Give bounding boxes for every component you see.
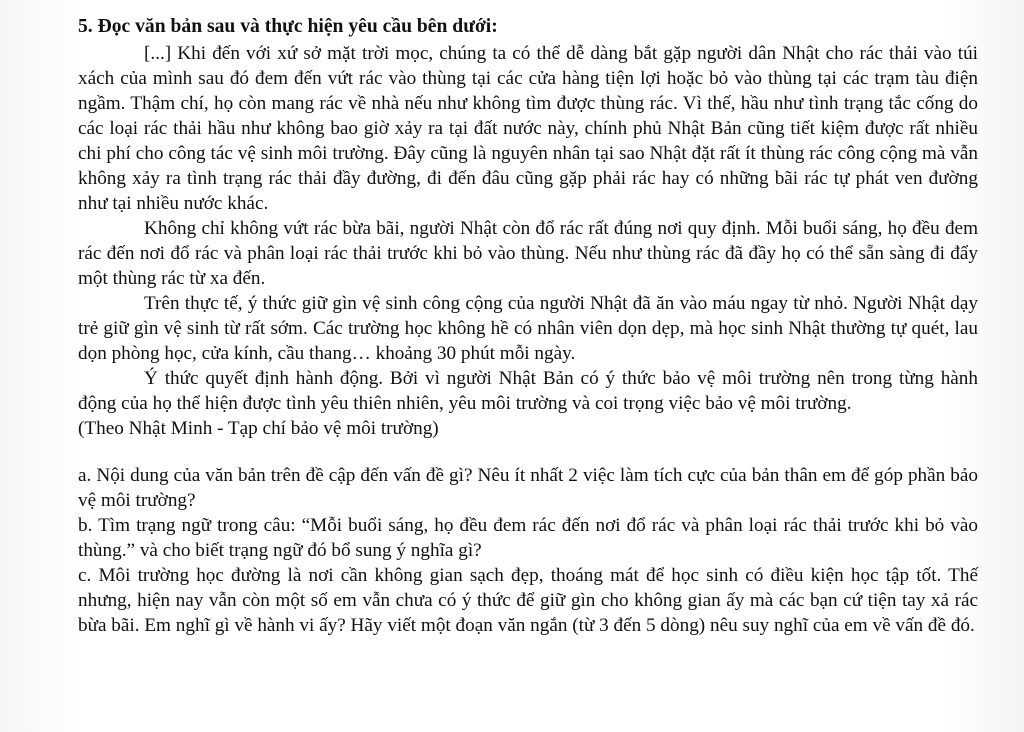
question-c: c. Môi trường học đường là nơi cần không gian sạch đẹp, thoáng mát để học sinh có điều kiện học tập tốt. Thế nhưng, hiện nay vẫn còn một số em vẫn chưa có ý thức để giữ gìn cho không gian ấy mà các bạn cứ tiện tay xả rác bừa bãi. Em nghĩ gì về hành vi ấy? Hãy viết một đoạn văn ngắn (từ 3 đến 5 dòng) nêu suy nghĩ của em về vấn đề đó. (78, 565, 978, 636)
exercise-sheet (78, 14, 978, 638)
passage-paragraph-1: [...] Khi đến với xứ sở mặt trời mọc, chúng ta có thể dễ dàng bắt gặp người dân Nhật cho rác thải vào túi xách của mình sau đó đem đến vứt rác vào thùng tại các cửa hàng tiện lợi hoặc bỏ vào thùng tại các trạm tàu điện ngầm. Thậm chí, họ còn mang rác về nhà nếu như không tìm được thùng rác. Vì thế, hầu như tình trạng tắc cống do các loại rác thải hầu như không bao giờ xảy ra tại đất nước này, chính phủ Nhật Bản cũng tiết kiệm được rất nhiều chi phí cho công tác vệ sinh môi trường. Đây cũng là nguyên nhân tại sao Nhật đặt rất ít thùng rác công cộng mà vẫn không xảy ra tình trạng rác thải đầy đường, đi đến đâu cũng gặp phải rác hay có những bãi rác tự phát ven đường như tại nhiều nước khác. (78, 43, 978, 214)
question-b: b. Tìm trạng ngữ trong câu: “Mỗi buổi sáng, họ đều đem rác đến nơi đổ rác và phân loại rác thải trước khi bỏ vào thùng.” và cho biết trạng ngữ đó bổ sung ý nghĩa gì? (78, 515, 978, 561)
exercise-heading: 5. Đọc văn bản sau và thực hiện yêu cầu bên dưới: (78, 16, 498, 37)
passage-paragraph-3: Trên thực tế, ý thức giữ gìn vệ sinh công cộng của người Nhật đã ăn vào máu ngay từ nhỏ. Người Nhật dạy trẻ giữ gìn vệ sinh từ rất sớm. Các trường học không hề có nhân viên dọn dẹp, mà học sinh Nhật thường tự quét, lau dọn phòng học, cửa kính, cầu thang… khoảng 30 phút mỗi ngày. (78, 293, 978, 364)
section-spacer (78, 441, 978, 463)
question-a: a. Nội dung của văn bản trên đề cập đến vấn đề gì? Nêu ít nhất 2 việc làm tích cực của bản thân em để góp phần bảo vệ môi trường? (78, 465, 978, 511)
passage-source: (Theo Nhật Minh - Tạp chí bảo vệ môi trường) (78, 418, 439, 439)
passage-paragraph-2: Không chỉ không vứt rác bừa bãi, người Nhật còn đổ rác rất đúng nơi quy định. Mỗi buổi sáng, họ đều đem rác đến nơi đổ rác và phân loại rác thải trước khi bỏ vào thùng. Nếu như thùng rác đã đầy họ có thể sẵn sàng đi đẩy một thùng rác từ xa đến. (78, 218, 978, 289)
passage-paragraph-4: Ý thức quyết định hành động. Bởi vì người Nhật Bản có ý thức bảo vệ môi trường nên trong từng hành động của họ thể hiện được tình yêu thiên nhiên, yêu môi trường và coi trọng việc bảo vệ môi trường. (78, 368, 978, 414)
